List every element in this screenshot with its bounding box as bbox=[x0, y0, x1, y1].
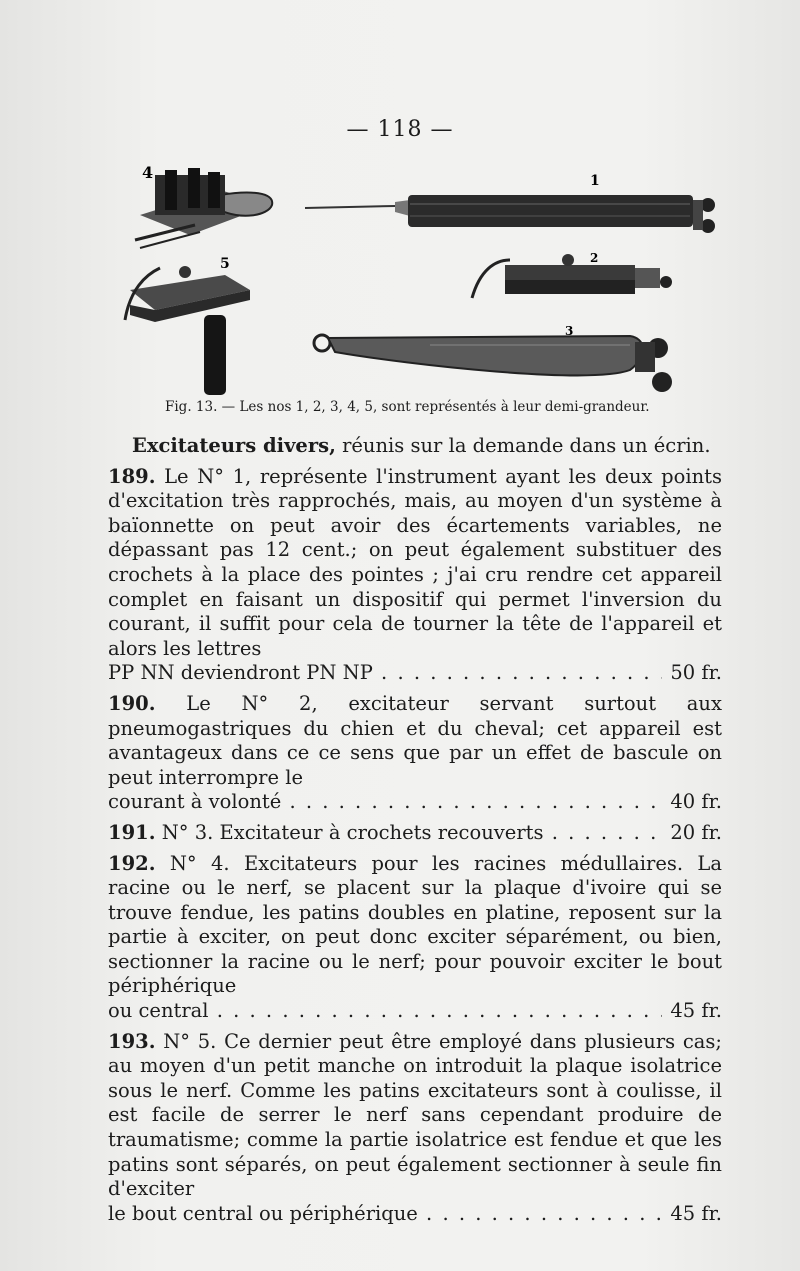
figure-label-5: 5 bbox=[220, 256, 230, 272]
entry-price-line bbox=[108, 661, 722, 686]
entry-number: 192. bbox=[108, 851, 156, 875]
figure-label-4: 4 bbox=[142, 163, 154, 182]
entry-last-line: courant à volonté . . . bbox=[108, 790, 662, 815]
entry-189 bbox=[108, 465, 722, 686]
instrument-1-drawing bbox=[305, 195, 715, 233]
entry-193 bbox=[108, 1030, 722, 1227]
entry-price-line bbox=[108, 999, 722, 1024]
instrument-figure bbox=[110, 150, 730, 410]
entry-text: N° 5. Ce dernier peut être employé dans plusieurs cas; au moyen d'un petit manche on introduit la plaque isolatrice sous le nerf. Comme les patins excitateurs sont à coulisse, il est facile de serrer le nerf sans cependant produire de traumatisme; comme la partie isolatrice est fendue et que les patins sont séparés, on peut également sectionner à seule fin d'exciter bbox=[108, 1029, 722, 1201]
entry-number: 191. bbox=[108, 820, 156, 844]
entry-price: 40 fr. bbox=[670, 790, 722, 814]
page-number: — 118 — bbox=[346, 117, 454, 142]
figure-label-3: 3 bbox=[565, 324, 574, 338]
entry-price-line bbox=[108, 1202, 722, 1227]
entry-text: N° 4. Excitateurs pour les racines médullaires. La racine ou le nerf, se placent sur la plaque d'ivoire qui se trouve fendue, les patins doubles en platine, reposent sur la partie à exciter, on peut donc exciter séparément, ou bien, sectionner la racine ou le nerf; pour pouvoir exciter le bout périphérique bbox=[108, 851, 722, 998]
entry-190 bbox=[108, 692, 722, 815]
entry-last-line: PP NN deviendront PN NP . . . bbox=[108, 661, 662, 686]
section-heading bbox=[108, 434, 722, 459]
main-text bbox=[108, 434, 722, 1232]
entry-number: 193. bbox=[108, 1029, 156, 1053]
instrument-4-drawing bbox=[135, 168, 272, 248]
entry-text: Le N° 1, représente l'instrument ayant les deux points d'excitation très rapprochés, mais, au moyen d'un système à baïonnette on peut avoir des écartements variables, ne dépassant pas 12 cent.; on peut également substituer des crochets à la place des pointes ; j'ai cru rendre cet appareil complet en faisant un dispositif qui permet l'inversion du courant, il suffit pour cela de tourner la tête de l'appareil et alors les lettres bbox=[108, 464, 722, 660]
figure-label-1: 1 bbox=[590, 173, 600, 189]
figure-label-2: 2 bbox=[590, 251, 599, 265]
heading-rest: réunis sur la demande dans un écrin. bbox=[335, 434, 711, 457]
entry-last-line: ou central . . . bbox=[108, 999, 662, 1024]
entry-last-line bbox=[108, 821, 662, 846]
entry-price: 45 fr. bbox=[670, 999, 722, 1023]
entry-text: N° 3. Excitateur à crochets recouverts bbox=[161, 820, 544, 844]
entry-price-line bbox=[108, 790, 722, 815]
heading-bold: Excitateurs divers, bbox=[132, 434, 336, 457]
instrument-illustration bbox=[110, 150, 730, 410]
entry-last-line: le bout central ou périphérique . . . bbox=[108, 1202, 662, 1227]
instrument-5-drawing bbox=[125, 266, 250, 395]
instrument-2-drawing bbox=[472, 254, 672, 298]
instrument-3-drawing bbox=[314, 335, 672, 392]
entry-price: 50 fr. bbox=[670, 661, 722, 685]
entry-192 bbox=[108, 852, 722, 1024]
figure-caption: Fig. 13. — Les nos 1, 2, 3, 4, 5, sont représentés à leur demi-grandeur. bbox=[165, 399, 650, 415]
entry-price: 20 fr. bbox=[670, 820, 722, 844]
entry-price: 45 fr. bbox=[670, 1201, 722, 1225]
entry-number: 190. bbox=[108, 691, 156, 715]
entry-price-line bbox=[108, 821, 722, 846]
entry-text: Le N° 2, excitateur servant surtout aux pneumogastriques du chien et du cheval; cet appareil est avantageux dans ce ce sens que par un effet de bascule on peut interrompre le bbox=[108, 691, 722, 789]
entry-number: 189. bbox=[108, 464, 156, 488]
entry-191 bbox=[108, 821, 722, 846]
